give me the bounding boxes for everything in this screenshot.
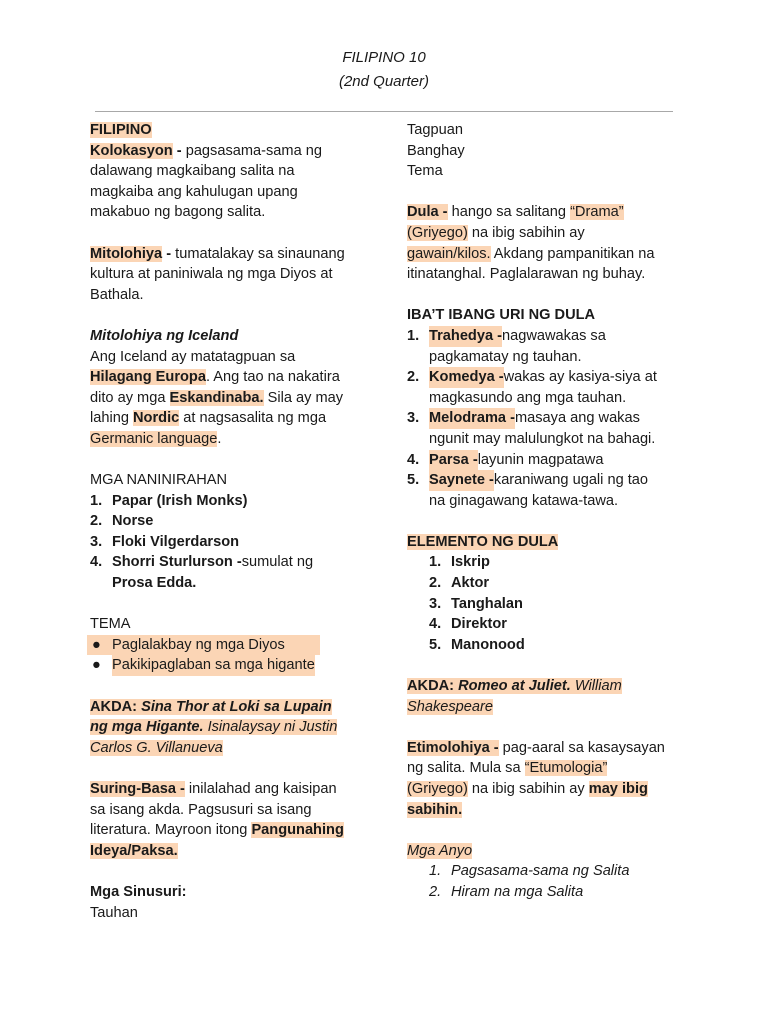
list-item [90,511,390,532]
list-number: 1. [90,492,103,509]
list-item [407,594,697,615]
naninirahan-heading: MGA NANINIRAHAN [90,472,228,489]
list-item-text: wakas ay kasiya-siya at [503,369,657,386]
list-number: 1. [429,554,442,571]
list-item-text: sumulat ng [241,554,314,571]
list-number: 2. [90,513,103,530]
akda-author: Carlos G. Villanueva [90,739,223,756]
etimolohiya-text: pag-aaral sa kasaysayan [498,739,665,756]
sinusuri-item: Tema [407,163,443,180]
mitolohiya-line: tumatalakay sa sinaunang [175,245,345,262]
akda-title: Sina Thor at Loki sa Lupain [137,698,332,715]
list-item-text: Direktor [451,616,507,633]
section-title: FILIPINO [90,122,152,138]
dula-term: Dula - [407,204,448,221]
kolokasyon-line: dalawang magkaibang salita na [90,163,295,180]
list-item-text: Papar (Irish Monks) [112,492,248,509]
list-item-continuation: ngunit may malulungkot na bahagi. [429,430,656,447]
list-item-text: Manonood [451,636,525,653]
list-item [407,635,697,656]
left-column [90,120,390,923]
iceland-text: dito ay mga [90,389,170,406]
list-item [407,573,697,594]
bullet-item [87,635,320,656]
mitolohiya-sep: - [162,245,176,262]
akda2-label: AKDA: [407,678,455,695]
list-item [407,408,697,429]
list-item [407,882,697,903]
suring-text: sa isang akda. Pagsusuri sa isang [90,801,312,818]
document-title: FILIPINO 10 [342,49,426,66]
akda2-title: Romeo at Juliet. [454,678,571,695]
list-item-text: Aktor [451,575,490,592]
dula-text: na ibig sabihin ay [467,224,585,241]
list-item-term: Trahedya - [429,326,502,347]
etimolohiya-text: na ibig sabihin ay [467,781,589,797]
anyo-heading: Mga Anyo [407,842,473,859]
list-item-text: Floki Vilgerdarson [112,533,240,550]
list-item [90,491,390,512]
list-number: 4. [407,451,420,468]
right-column [407,120,697,903]
list-item-text: nagwawakas sa [502,327,606,344]
tema-heading: TEMA [90,616,131,633]
bullet-item [90,655,390,676]
akda2-author: Shakespeare [407,698,494,715]
uri-heading: IBA’T IBANG URI NG DULA [407,307,596,324]
highlight-griyego: (Griyego) [407,781,468,797]
sinusuri-item: Tagpuan [407,122,463,138]
highlight-germanic: Germanic language [90,430,218,447]
etimolohiya-text: ng salita. Mula sa [407,760,525,777]
list-number: 2. [429,575,442,592]
horizontal-rule [95,111,673,112]
iceland-text: lahing [90,410,134,427]
highlight-may-ibig: may ibig [588,781,648,797]
list-number: 2. [429,883,442,900]
highlight-nordic: Nordic [133,410,180,427]
kolokasyon-sep: - [172,142,186,159]
document-subtitle: (2nd Quarter) [338,73,430,90]
akda2-author: William [570,678,622,695]
akda-author: Isinalaysay ni Justin [203,719,338,736]
list-item-term: Melodrama - [429,408,515,429]
iceland-text: . [217,430,222,447]
suring-term: Suring-Basa - [90,781,185,797]
list-number: 5. [429,636,442,653]
list-number: 5. [407,472,420,489]
etimolohiya-term: Etimolohiya - [407,739,499,756]
highlight-gawain: gawain/kilos. [407,245,491,262]
list-item-text: Shorri Sturlurson - [112,554,242,571]
sinusuri-item: Banghay [407,142,465,159]
bullet-text: Paglalakbay ng mga Diyos [112,636,285,653]
suring-text: literatura. Mayroon itong [90,822,252,839]
list-item [407,470,697,491]
kolokasyon-line: magkaiba ang kahulugan upang [90,183,298,200]
list-item [407,861,697,882]
list-item-text: masaya ang wakas [514,410,640,427]
highlight-eskandinaba: Eskandinaba. [169,389,264,406]
highlight-sabihin: sabihin. [407,801,463,818]
list-item-term: Saynete - [429,470,494,491]
mitolohiya-line: Bathala. [90,286,144,303]
bullet-dot: ● [92,636,101,653]
iceland-text: Sila ay may [263,389,344,406]
list-item-text: Norse [112,513,154,530]
list-number: 2. [407,369,420,386]
highlight-pangunahing: Pangunahing [251,822,344,839]
list-item-continuation: magkasundo ang mga tauhan. [429,389,627,406]
suring-text: inilalahad ang kaisipan [184,781,337,797]
list-number: 4. [429,616,442,633]
highlight-etumologia: “Etumologia” [524,760,608,777]
kolokasyon-line: pagsasama-sama ng [185,142,322,159]
sinusuri-heading: Mga Sinusuri: [90,883,187,900]
list-item [90,552,390,573]
kolokasyon-line: makabuo ng bagong salita. [90,204,266,221]
highlight-hilagang-europa: Hilagang Europa [90,369,206,386]
iceland-text: . Ang tao na nakatira [205,369,340,386]
iceland-line: Ang Iceland ay matatagpuan sa [90,348,296,365]
list-number: 1. [429,863,442,880]
elemento-heading: ELEMENTO NG DULA [407,533,559,550]
list-item [407,450,697,471]
list-number: 3. [90,533,103,550]
list-item-text: Pagsasama-sama ng Salita [451,863,630,880]
list-item-text: Tanghalan [451,595,523,612]
mitolohiya-term: Mitolohiya [90,245,163,262]
list-item [407,367,697,388]
bullet-text: Pakikipaglaban sa mga higante [112,655,315,676]
list-number: 3. [429,595,442,612]
list-item-text: Iskrip [451,554,490,571]
list-item-text: Hiram na mga Salita [451,883,584,900]
mitolohiya-line: kultura at paniniwala ng mga Diyos at [90,266,333,283]
list-number: 4. [90,554,103,571]
dula-text: itinatanghal. Paglalarawan ng buhay. [407,266,646,283]
akda-label: AKDA: [90,698,138,715]
sinusuri-item: Tauhan [90,904,138,921]
list-number: 1. [407,327,420,344]
list-item [407,614,697,635]
list-item [407,326,697,347]
iceland-text: at nagsasalita ng mga [179,410,327,427]
highlight-drama: “Drama” [570,204,624,221]
list-item-term: Komedya - [429,367,504,388]
list-item [90,532,390,553]
list-number: 3. [407,410,420,427]
list-item-continuation: Prosa Edda. [112,575,197,592]
list-item-text: karaniwang ugali ng tao [493,472,649,489]
highlight-ideya: Ideya/Paksa. [90,842,178,859]
list-item-text: layunin magpatawa [477,451,604,468]
iceland-heading: Mitolohiya ng Iceland [90,327,239,344]
highlight-griyego: (Griyego) [407,224,468,241]
akda-title: ng mga Higante. [90,719,204,736]
dula-text: hango sa salitang [447,204,571,221]
bullet-dot: ● [92,657,101,674]
list-item-continuation: pagkamatay ng tauhan. [429,348,582,365]
dula-text: Akdang pampanitikan na [490,245,655,262]
list-item-term: Parsa - [429,450,478,471]
kolokasyon-term: Kolokasyon [90,142,173,159]
list-item [407,552,697,573]
list-item-continuation: na ginagawang katawa-tawa. [429,492,619,509]
